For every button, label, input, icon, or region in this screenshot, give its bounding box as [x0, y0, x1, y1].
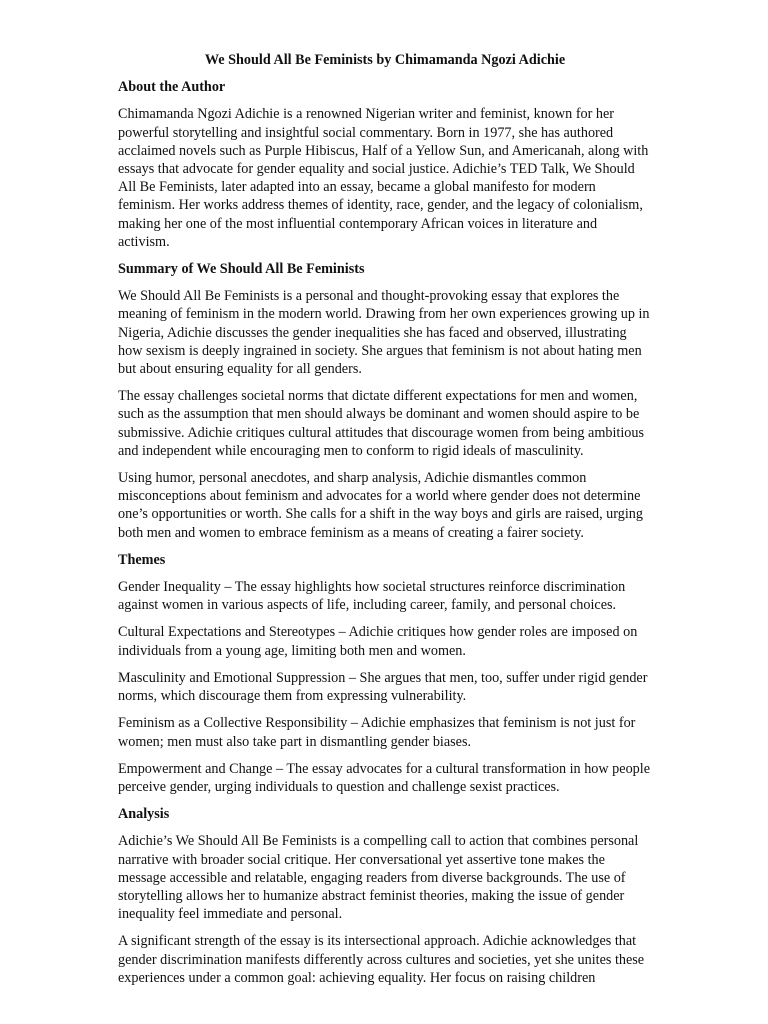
theme-paragraph: Feminism as a Collective Responsibility – Adichie emphasizes that feminism is not just for women; men must also take part in dismantling gender biases.: [118, 715, 636, 750]
paragraph: We Should All Be Feminists is a personal and thought-provoking essay that explores the meaning of feminism in the modern world. Drawing from her own experiences growing up in Nigeria, Adichie discusses the gender inequalities she has faced and observed, illustrating how sexism is deeply ingrained in society. She argues that feminism is not about hating men but about ensuring equality for all genders.: [118, 288, 650, 378]
theme-paragraph: Cultural Expectations and Stereotypes – Adichie critiques how gender roles are imposed on individuals from a young age, limiting both men and women.: [118, 624, 638, 659]
section-heading-about-author: About the Author: [118, 79, 226, 96]
paragraph: The essay challenges societal norms that dictate different expectations for men and women, such as the assumption that men should always be dominant and women should aspire to be submissive. Adichie critiques cultural attitudes that discourage women from being ambitious and independent while encouraging men to conform to rigid ideals of masculinity.: [118, 388, 645, 459]
paragraph: Adichie’s We Should All Be Feminists is a compelling call to action that combines personal narrative with broader social critique. Her conversational yet assertive tone makes the message accessible and relatable, engaging readers from diverse backgrounds. The use of storytelling allows her to humanize abstract feminist theories, making the issue of gender inequality feel immediate and personal.: [118, 833, 639, 923]
theme-paragraph: Gender Inequality – The essay highlights how societal structures reinforce discrimination against women in various aspects of life, including career, family, and personal choices.: [118, 579, 626, 614]
document-title: We Should All Be Feminists by Chimamanda Ngozi Adichie: [204, 52, 566, 68]
section-heading-analysis: Analysis: [118, 806, 170, 823]
paragraph: A significant strength of the essay is its intersectional approach. Adichie acknowledges that gender discrimination manifests differently across cultures and societies, yet she unites these experiences under a common goal: achieving equality. Her focus on raising children: [118, 933, 645, 986]
paragraph: Chimamanda Ngozi Adichie is a renowned Nigerian writer and feminist, known for her powerful storytelling and insightful social commentary. Born in 1977, she has authored acclaimed novels such as Purple Hibiscus, Half of a Yellow Sun, and Americanah, along with essays that advocate for gender equality and social justice. Adichie’s TED Talk, We Should All Be Feminists, later adapted into an essay, became a global manifesto for modern feminism. Her works address themes of identity, race, gender, and the legacy of colonialism, making her one of the most influential contemporary African voices in literature and activism.: [118, 106, 649, 250]
section-heading-summary: Summary of We Should All Be Feminists: [118, 261, 365, 278]
document-page: [118, 51, 652, 996]
paragraph: Using humor, personal anecdotes, and sharp analysis, Adichie dismantles common misconceptions about feminism and advocates for a world where gender does not determine one’s opportunities or worth. She calls for a shift in the way boys and girls are raised, urging both men and women to embrace feminism as a means of creating a fairer society.: [118, 470, 643, 541]
theme-paragraph: Empowerment and Change – The essay advocates for a cultural transformation in how people perceive gender, urging individuals to question and challenge sexist practices.: [118, 760, 650, 795]
theme-paragraph: Masculinity and Emotional Suppression – She argues that men, too, suffer under rigid gender norms, which discourage them from expressing vulnerability.: [118, 669, 648, 705]
section-heading-themes: Themes: [118, 551, 166, 568]
